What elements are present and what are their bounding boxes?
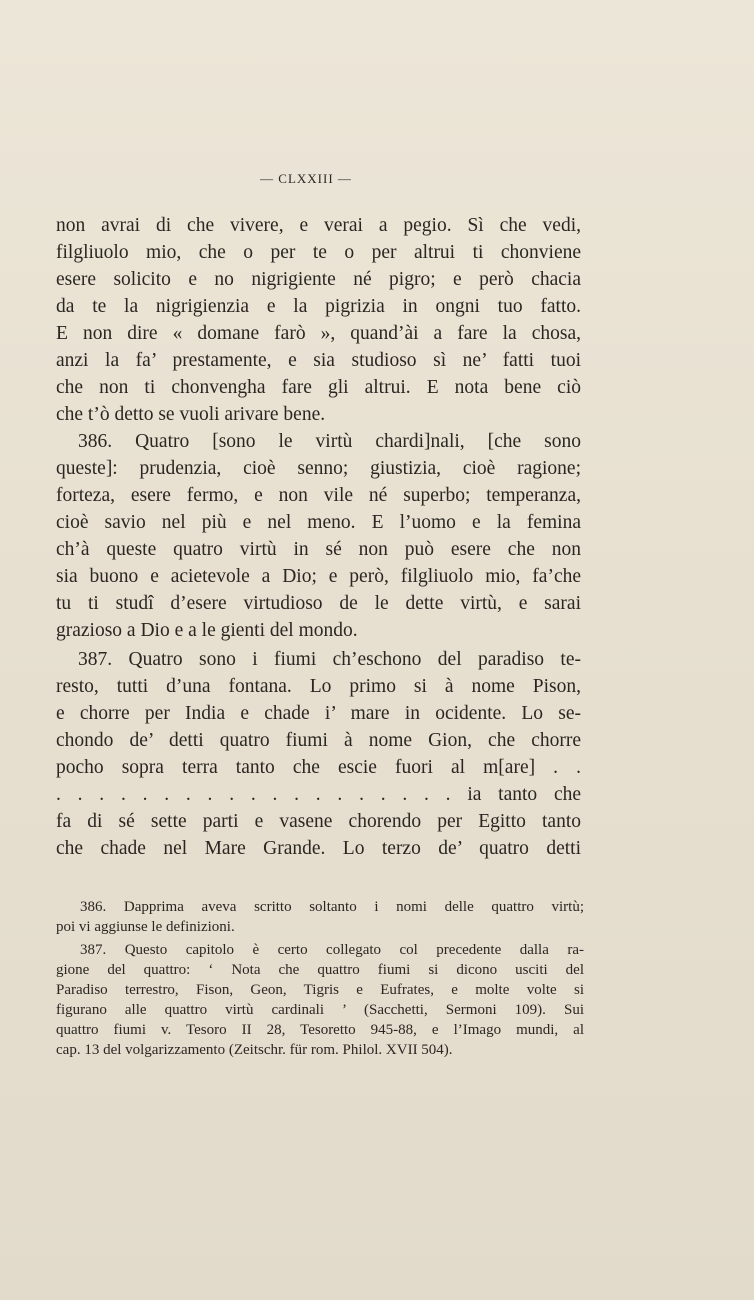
text-line: E non dire « domane farò », quand’ài a fare la chosa, — [56, 323, 581, 344]
footnote-line: quattro fiumi v. Tesoro II 28, Tesoretto 945-88, e l’Imago mundi, al — [56, 1022, 584, 1038]
footnote-line: gione del quattro: ‘ Nota che quattro fiumi si dicono usciti del — [56, 962, 584, 978]
text-line: pocho sopra terra tanto che escie fuori al m[are] . . — [56, 757, 581, 778]
paragraph-386-start: 386. Quatro [sono le virtù chardi]nali, [che sono — [78, 431, 581, 452]
footnote-line: poi vi aggiunse le definizioni. — [56, 919, 235, 935]
text-line: filgliuolo mio, che o per te o per altrui ti chonviene — [56, 242, 581, 263]
page-header-roman-numeral: — CLXXIII — — [260, 171, 352, 186]
text-line: fa di sé sette parti e vasene chorendo per Egitto tanto — [56, 811, 581, 832]
text-line: esere solicito e no nigrigiente né pigro; e però chacia — [56, 269, 581, 290]
text-line: da te la nigrigienzia e la pigrizia in ongni tuo fatto. — [56, 296, 581, 317]
text-line: grazioso a Dio e a le gienti del mondo. — [56, 620, 358, 641]
text-line: non avrai di che vivere, e verai a pegio. Sì che vedi, — [56, 215, 581, 236]
footnote-line: figurano alle quattro virtù cardinali ’ (Sacchetti, Sermoni 109). Sui — [56, 1002, 584, 1018]
text-line: sia buono e acietevole a Dio; e però, filgliuolo mio, fa’che — [56, 566, 581, 587]
text-line: resto, tutti d’una fontana. Lo primo si à nome Pison, — [56, 676, 581, 697]
text-line: forteza, esere fermo, e non vile né superbo; temperanza, — [56, 485, 581, 506]
footnote-line: cap. 13 del volgarizzamento (Zeitschr. für rom. Philol. XVII 504). — [56, 1042, 453, 1058]
text-line: tu ti studî d’esere virtudioso de le dette virtù, e sarai — [56, 593, 581, 614]
text-line: che non ti chonvengha fare gli altrui. E nota bene ciò — [56, 377, 581, 398]
text-line: chondo de’ detti quatro fiumi à nome Gion, che chorre — [56, 730, 581, 751]
footnote-387: 387. Questo capitolo è certo collegato col precedente dalla ra- — [80, 942, 584, 958]
text-line: che t’ò detto se vuoli arivare bene. — [56, 404, 326, 425]
footnote-386: 386. Dapprima aveva scritto soltanto i nomi delle quattro virtù; — [80, 899, 584, 915]
text-line: ch’à queste quatro virtù in sé non può esere che non — [56, 539, 581, 560]
text-line: anzi la fa’ prestamente, e sia studioso sì ne’ fatti tuoi — [56, 350, 581, 371]
text-line: e chorre per India e chade i’ mare in ocidente. Lo se- — [56, 703, 581, 724]
footnote-line: Paradiso terrestro, Fison, Geon, Tigris e Eufrates, e molte volte si — [56, 982, 584, 998]
lacuna-line: . . . . . . . . . . . . . . . . . . . ia tanto che — [56, 784, 581, 805]
text-line: cioè savio nel più e nel meno. E l’uomo e la femina — [56, 512, 581, 533]
text-line: queste]: prudenzia, cioè senno; giustizia, cioè ragione; — [56, 458, 581, 479]
text-line: che chade nel Mare Grande. Lo terzo de’ quatro detti — [56, 838, 581, 859]
paragraph-387-start: 387. Quatro sono i fiumi ch’eschono del paradiso te- — [78, 649, 581, 670]
